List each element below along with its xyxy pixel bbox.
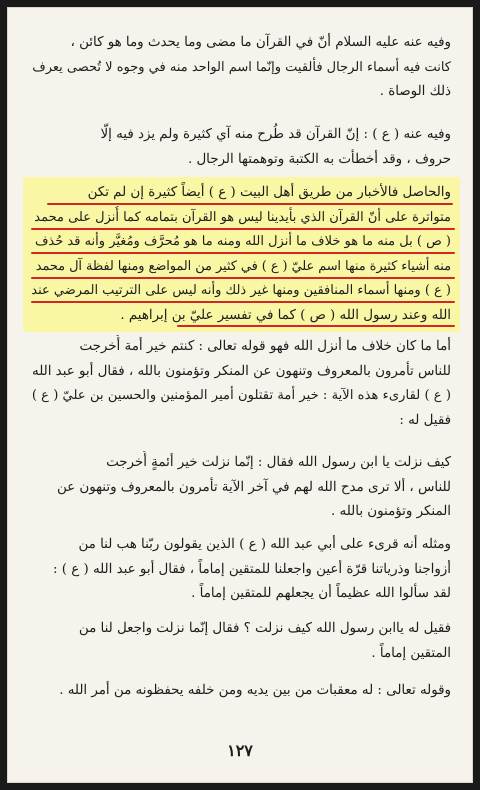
text-line: والحاصل فالأخبار من طريق أهل البيت ( ع ) أيضاً كثيرة إن لم تكن — [87, 185, 451, 200]
paragraph-4 — [31, 335, 451, 433]
paragraph-8 — [31, 679, 451, 704]
text-line: أما ما كان خلاف ما أنزل الله فهو قوله تعالى : كنتم خير أمة أُخرجت — [79, 339, 451, 354]
text-line: ( ص ) بل منه ما هو خلاف ما أنزل الله ومنه ما هو مُحرَّف ومُغيَّر وأنه قد حُذف — [34, 234, 451, 249]
highlighted-paragraph — [31, 181, 451, 328]
text-line: لقد سألوا الله عظيماً أن يجعلهم للمتقين إماماً . — [191, 586, 451, 601]
text-line: للناس تأمرون بالمعروف وتنهون عن المنكر وتؤمنون بالله ، فقال أبو عبد الله — [32, 363, 451, 379]
paragraph-6 — [31, 533, 451, 607]
book-page — [7, 7, 473, 783]
text-line: منه أشياء كثيرة منها اسم عليّ ( ع ) في كثير من المواضع ومنها لفظة آل محمد — [35, 258, 451, 274]
text-line: كانت فيه أسماء الرجال فألقيت وإنّما اسم الواحد منه في وجوه لا تُحصى يعرف — [32, 59, 451, 75]
page-number: ١٢٧ — [227, 741, 253, 760]
paragraph-5 — [31, 451, 451, 525]
text-line: فقيل له : — [399, 412, 451, 428]
text-line: وفيه عنه عليه السلام أنّ في القرآن ما مضى وما يحدث وما هو كائن ، — [70, 35, 451, 50]
text-line: المنكر وتؤمنون بالله . — [331, 504, 451, 519]
text-line: وقوله تعالى : له معقبات من بين يديه ومن خلفه يحفظونه من أمر الله . — [59, 683, 451, 698]
text-line: أزواجنا وذرياتنا قرّة أعين واجعلنا للمتقين إماماً ، فقال أبو عبد الله ( ع ) : — [52, 561, 451, 577]
paragraph-2 — [31, 123, 451, 172]
text-line: فقيل له ياابن رسول الله كيف نزلت ؟ فقال إنّما نزلت واجعل لنا من — [78, 621, 451, 636]
text-line: كيف نزلت يا ابن رسول الله فقال : إنّما نزلت خير أئمةٍ أُخرجت — [106, 455, 451, 470]
text-line: متواترة على أنّ القرآن الذي بأيدينا ليس هو القرآن بتمامه كما أُنزل على محمد — [34, 209, 451, 225]
text-line: ذلك الوصاة . — [379, 84, 451, 99]
paragraph-7 — [31, 617, 451, 666]
text-line: ( ع ) لقارىء هذه الآية : خير أمة تقتلون أمير المؤمنين والحسين بن عليّ ( ع ) — [31, 388, 451, 403]
text-line: المتقين إماماً . — [371, 645, 451, 661]
text-line: للناس ، ألا ترى مدح الله لهم في آخر الآية تأمرون بالمعروف وتنهون عن — [56, 479, 451, 495]
text-line: ( ع ) ومنها أسماء المنافقين ومنها غير ذلك وأنه ليس على الترتيب المرضي عند — [31, 283, 451, 298]
text-line: الله وعند رسول الله ( ص ) كما في تفسير عليّ بن إبراهيم . — [120, 307, 451, 323]
text-line: حروف ، وقد أخطأت به الكتبة وتوهمتها الرجال . — [187, 151, 451, 167]
paragraph-1 — [31, 31, 451, 105]
text-line: ومثله أنه قرىء على أبي عبد الله ( ع ) الذين يقولون ربّنا هب لنا من — [78, 537, 451, 552]
text-line: وفيه عنه ( ع ) : إنّ القرآن قد طُرح منه آي كثيرة ولم يزد فيه إلّا — [100, 127, 451, 142]
